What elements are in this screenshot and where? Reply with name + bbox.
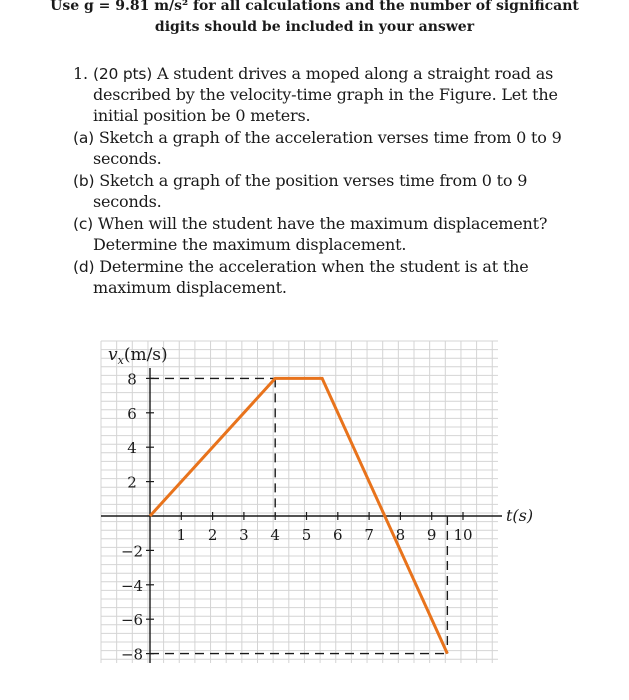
part-d-line-2: maximum displacement. xyxy=(93,278,287,297)
part-c-text: When will the student have the maximum displacement? xyxy=(97,214,548,233)
x-tick-label: 4 xyxy=(270,526,280,544)
question-points: (20 pts) xyxy=(93,65,153,83)
x-axis-label: t(s) xyxy=(506,506,534,525)
x-tick-label: 5 xyxy=(301,526,312,544)
chart-grid xyxy=(101,341,498,663)
question-stem-line-3: initial position be 0 meters. xyxy=(93,106,311,125)
x-tick-label: 6 xyxy=(333,526,343,544)
question-stem-line-2: described by the velocity-time graph in the Figure. Let the xyxy=(93,85,558,104)
part-d-text: Determine the acceleration when the student is at the xyxy=(99,257,529,276)
part-a-line-2: seconds. xyxy=(93,149,162,168)
part-b-line-2: seconds. xyxy=(93,192,162,211)
y-tick-label: −4 xyxy=(120,576,144,595)
x-tick-label: 9 xyxy=(426,526,437,544)
y-axis-label-main: v xyxy=(108,345,118,365)
y-tick-label: 2 xyxy=(127,473,137,492)
part-a-label: (a) xyxy=(73,129,94,147)
x-tick-label: 7 xyxy=(364,526,374,544)
part-c-label: (c) xyxy=(73,215,94,233)
x-tick-label: 1 xyxy=(176,526,187,544)
question-stem-text-1: A student drives a moped along a straight road as xyxy=(157,64,554,83)
question-number: 1. xyxy=(73,64,88,83)
y-tick-label: −2 xyxy=(120,542,144,561)
instructions-line-1: Use g = 9.81 m/s² for all calculations and the number of significant xyxy=(50,0,579,14)
part-d-label: (d) xyxy=(73,258,95,276)
x-tick-label: 2 xyxy=(207,526,218,544)
y-tick-label: −6 xyxy=(120,611,144,630)
x-tick-label: 10 xyxy=(453,526,473,544)
y-tick-label: 4 xyxy=(127,439,137,458)
part-b-text: Sketch a graph of the position verses time from 0 to 9 xyxy=(99,171,528,190)
y-axis-label xyxy=(108,345,168,367)
y-tick-label: 6 xyxy=(127,404,137,423)
y-tick-label: −8 xyxy=(120,645,144,664)
y-axis-label-sub: x xyxy=(117,354,124,367)
instructions-line-2: digits should be included in your answer xyxy=(154,19,475,35)
y-axis-label-unit: (m/s) xyxy=(123,345,168,365)
part-c-line-2: Determine the maximum displacement. xyxy=(93,235,407,254)
part-a-text: Sketch a graph of the acceleration verses time from 0 to 9 xyxy=(98,128,562,147)
chart-axes xyxy=(101,368,502,664)
x-tick-label: 8 xyxy=(395,526,406,544)
part-b-label: (b) xyxy=(73,172,95,190)
x-tick-label: 3 xyxy=(239,526,249,544)
y-tick-label: 8 xyxy=(127,370,137,389)
